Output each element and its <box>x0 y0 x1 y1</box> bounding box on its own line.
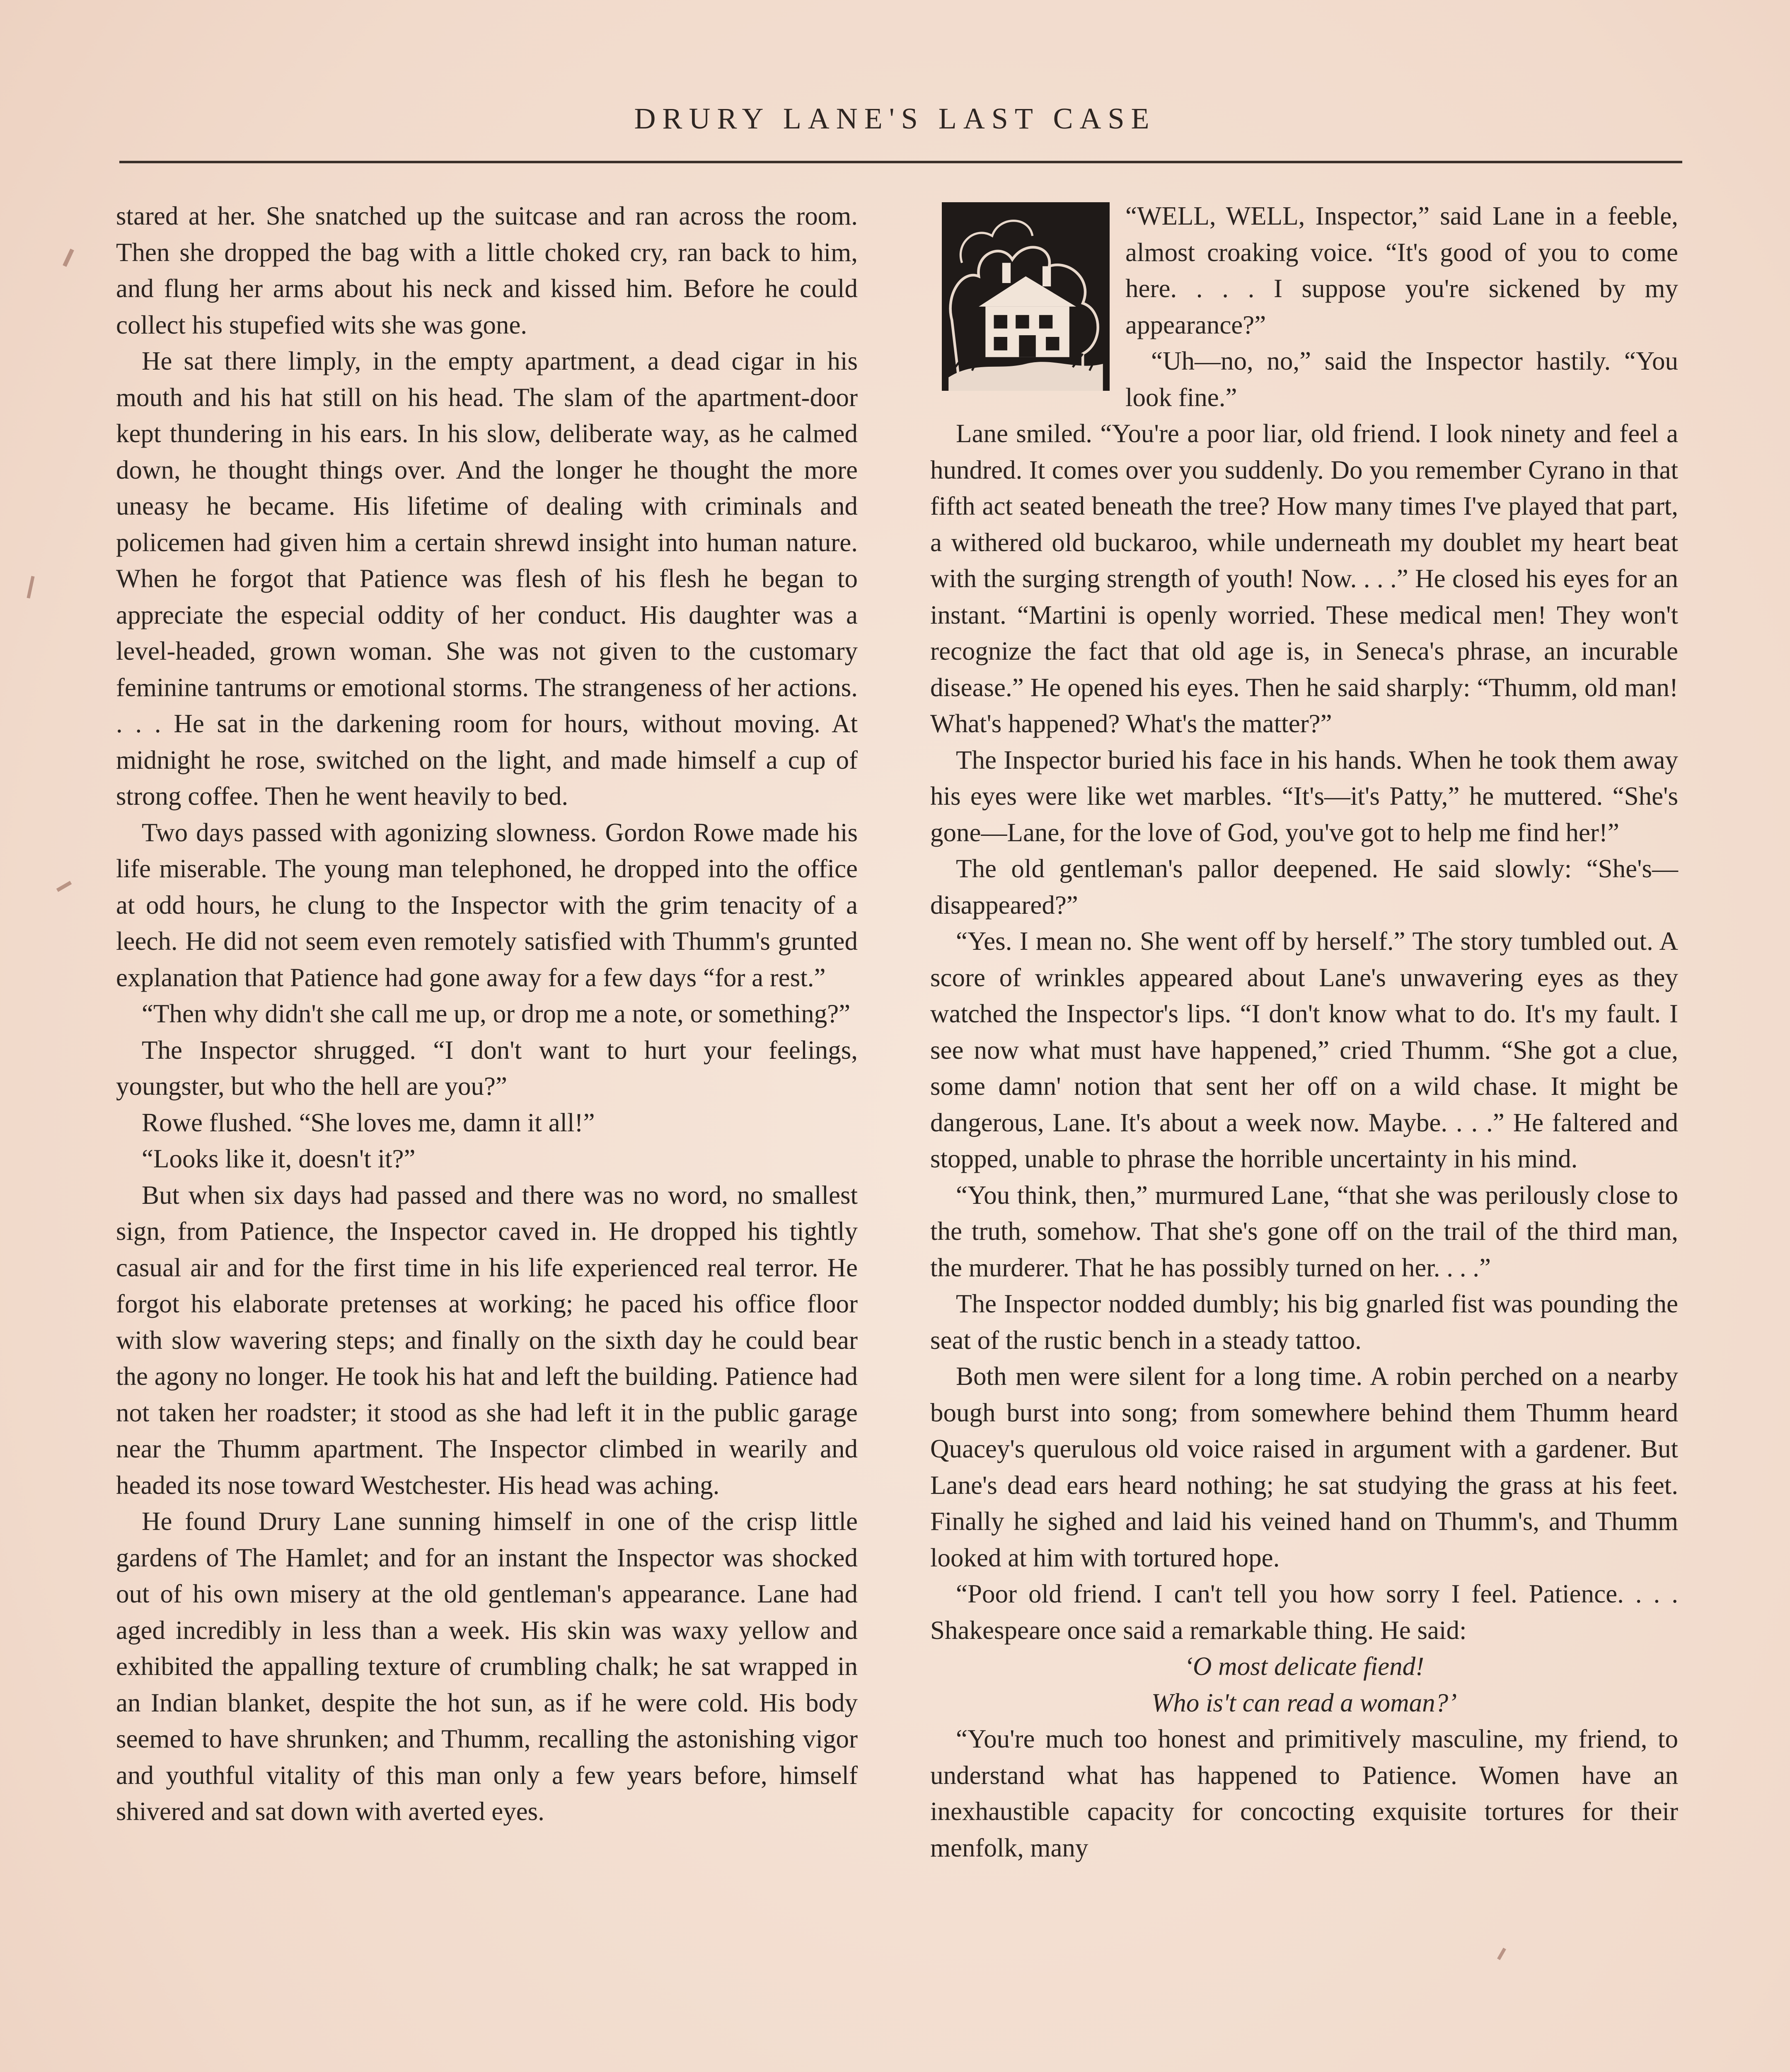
running-head: DRURY LANE'S LAST CASE <box>634 102 1156 135</box>
paragraph: “Yes. I mean no. She went off by herself.” The story tumbled out. A score of wrinkles appeared about Lane's unwavering eyes as they watched the Inspector's lips. “I don't know what to do. It's my fault. I see now what must have happened,” cried Thumm. “She got a clue, some damn' notion that sent her off on a wild chase. It might be dangerous, Lane. It's about a week now. Maybe. . . .” He faltered and stopped, unable to phrase the horrible uncertainty in his mind. <box>930 927 1678 1173</box>
verse-line: Who is't can read a woman?’ <box>1151 1688 1457 1717</box>
paragraph: “Looks like it, doesn't it?” <box>142 1144 416 1173</box>
paragraph: “WELL, WELL, Inspector,” said Lane in a feeble, almost croaking voice. “It's good of you to come here. . . . I suppose you're sickened by my appearance?” <box>1125 201 1678 339</box>
right-column <box>930 198 1678 1866</box>
paragraph: He found Drury Lane sunning himself in one of the crisp little gardens of The Hamlet; and for an instant the Inspector was shocked out of his own misery at the old gentleman's appearance. Lane had aged incredibly in less than a week. His skin was waxy yellow and exhibited the appalling texture of crumbling chalk; he sat wrapped in an Indian blanket, despite the hot sun, as if he were cold. His body seemed to have shrunken; and Thumm, recalling the astonishing vigor and youthful vitality of this man only a few years before, himself shivered and sat down with averted eyes. <box>116 1507 858 1826</box>
paragraph: The Inspector buried his face in his hands. When he took them away his eyes were like wet marbles. “It's—it's Patty,” he muttered. “She's gone—Lane, for the love of God, you've got to help me find her!” <box>930 745 1678 847</box>
paragraph: “Poor old friend. I can't tell you how sorry I feel. Patience. . . . Shakespeare once said a remarkable thing. He said: <box>930 1579 1678 1645</box>
paragraph: Rowe flushed. “She loves me, damn it all!” <box>142 1108 595 1137</box>
chapter-vignette-image <box>942 202 1110 391</box>
paragraph: Lane smiled. “You're a poor liar, old friend. I look ninety and feel a hundred. It comes over you suddenly. Do you remember Cyrano in that fifth act seated beneath the tree? How many times I've played that part, a withered old buckaroo, while underneath my doublet my heart beat with the surging strength of youth! Now. . . .” He closed his eyes for an instant. “Martini is openly worried. These medical men! They won't recognize the fact that old age is, in Seneca's phrase, an incurable disease.” He opened his eyes. Then he said sharply: “Thumm, old man! What's happened? What's the matter?” <box>930 419 1678 738</box>
verse-quote <box>930 1648 1678 1721</box>
paragraph: The Inspector nodded dumbly; his big gnarled fist was pounding the seat of the rustic bench in a steady tattoo. <box>930 1289 1678 1355</box>
paragraph: “You're much too honest and primitively masculine, my friend, to understand what has happened to Patience. Women have an inexhaustible capacity for concocting exquisite tortures for their menfolk, many <box>930 1724 1678 1862</box>
paragraph: “Then why didn't she call me up, or drop me a note, or something?” <box>142 999 851 1028</box>
header-rule <box>119 161 1682 163</box>
paragraph: “Uh—no, no,” said the Inspector hastily. “You look fine.” <box>1125 346 1678 412</box>
paragraph: The Inspector shrugged. “I don't want to hurt your feelings, youngster, but who the hell are you?” <box>116 1035 858 1101</box>
paragraph: Two days passed with agonizing slowness. Gordon Rowe made his life miserable. The young man telephoned, he dropped into the office at odd hours, he clung to the Inspector with the grim tenacity of a leech. He did not seem even remotely satisfied with Thumm's grunted explanation that Patience had gone away for a few days “for a rest.” <box>116 818 858 992</box>
paragraph: The old gentleman's pallor deepened. He said slowly: “She's—disappeared?” <box>930 854 1678 920</box>
paragraph: “You think, then,” murmured Lane, “that she was perilously close to the truth, somehow. That she's gone off on the trail of the third man, the murderer. That he has possibly turned on her. . . .” <box>930 1180 1678 1282</box>
paragraph: But when six days had passed and there was no word, no smallest sign, from Patience, the Inspector caved in. He dropped his tightly casual air and for the first time in his life experienced real terror. He forgot his elaborate pretenses at working; he paced his office floor with slow wavering steps; and finally on the sixth day he could bear the agony no longer. He took his hat and left the building. Patience had not taken her roadster; it stood as she had left it in the public garage near the Thumm apartment. The Inspector climbed in wearily and headed its nose toward Westchester. His head was aching. <box>116 1180 858 1500</box>
paragraph: Both men were silent for a long time. A robin perched on a nearby bough burst into song; from somewhere behind them Thumm heard Quacey's querulous old voice raised in argument with a gardener. But Lane's dead ears heard nothing; he sat studying the grass at his feet. Finally he sighed and laid his veined hand on Thumm's, and Thumm looked at him with tortured hope. <box>930 1362 1678 1572</box>
paragraph: He sat there limply, in the empty apartment, a dead cigar in his mouth and his hat still on his head. The slam of the apartment-door kept thundering in his ears. In his slow, deliberate way, as he calmed down, he thought things over. And the longer he thought the more uneasy he became. His lifetime of dealing with criminals and policemen had given him a certain shrewd insight into human nature. When he forgot that Patience was flesh of his flesh he began to appreciate the especial oddity of her conduct. His daughter was a level-headed, grown woman. She was not given to the customary feminine tantrums or emotional storms. The strangeness of her actions. . . . He sat in the darkening room for hours, without moving. At midnight he rose, switched on the light, and made himself a cup of strong coffee. Then he went heavily to bed. <box>116 346 858 811</box>
left-column <box>116 198 858 1830</box>
verse-line: ‘O most delicate fiend! <box>1184 1652 1425 1681</box>
paragraph: stared at her. She snatched up the suitcase and ran across the room. Then she dropped the bag with a little choked cry, ran back to him, and flung her arms about his neck and kissed him. Before he could collect his stupefied wits she was gone. <box>116 201 858 339</box>
